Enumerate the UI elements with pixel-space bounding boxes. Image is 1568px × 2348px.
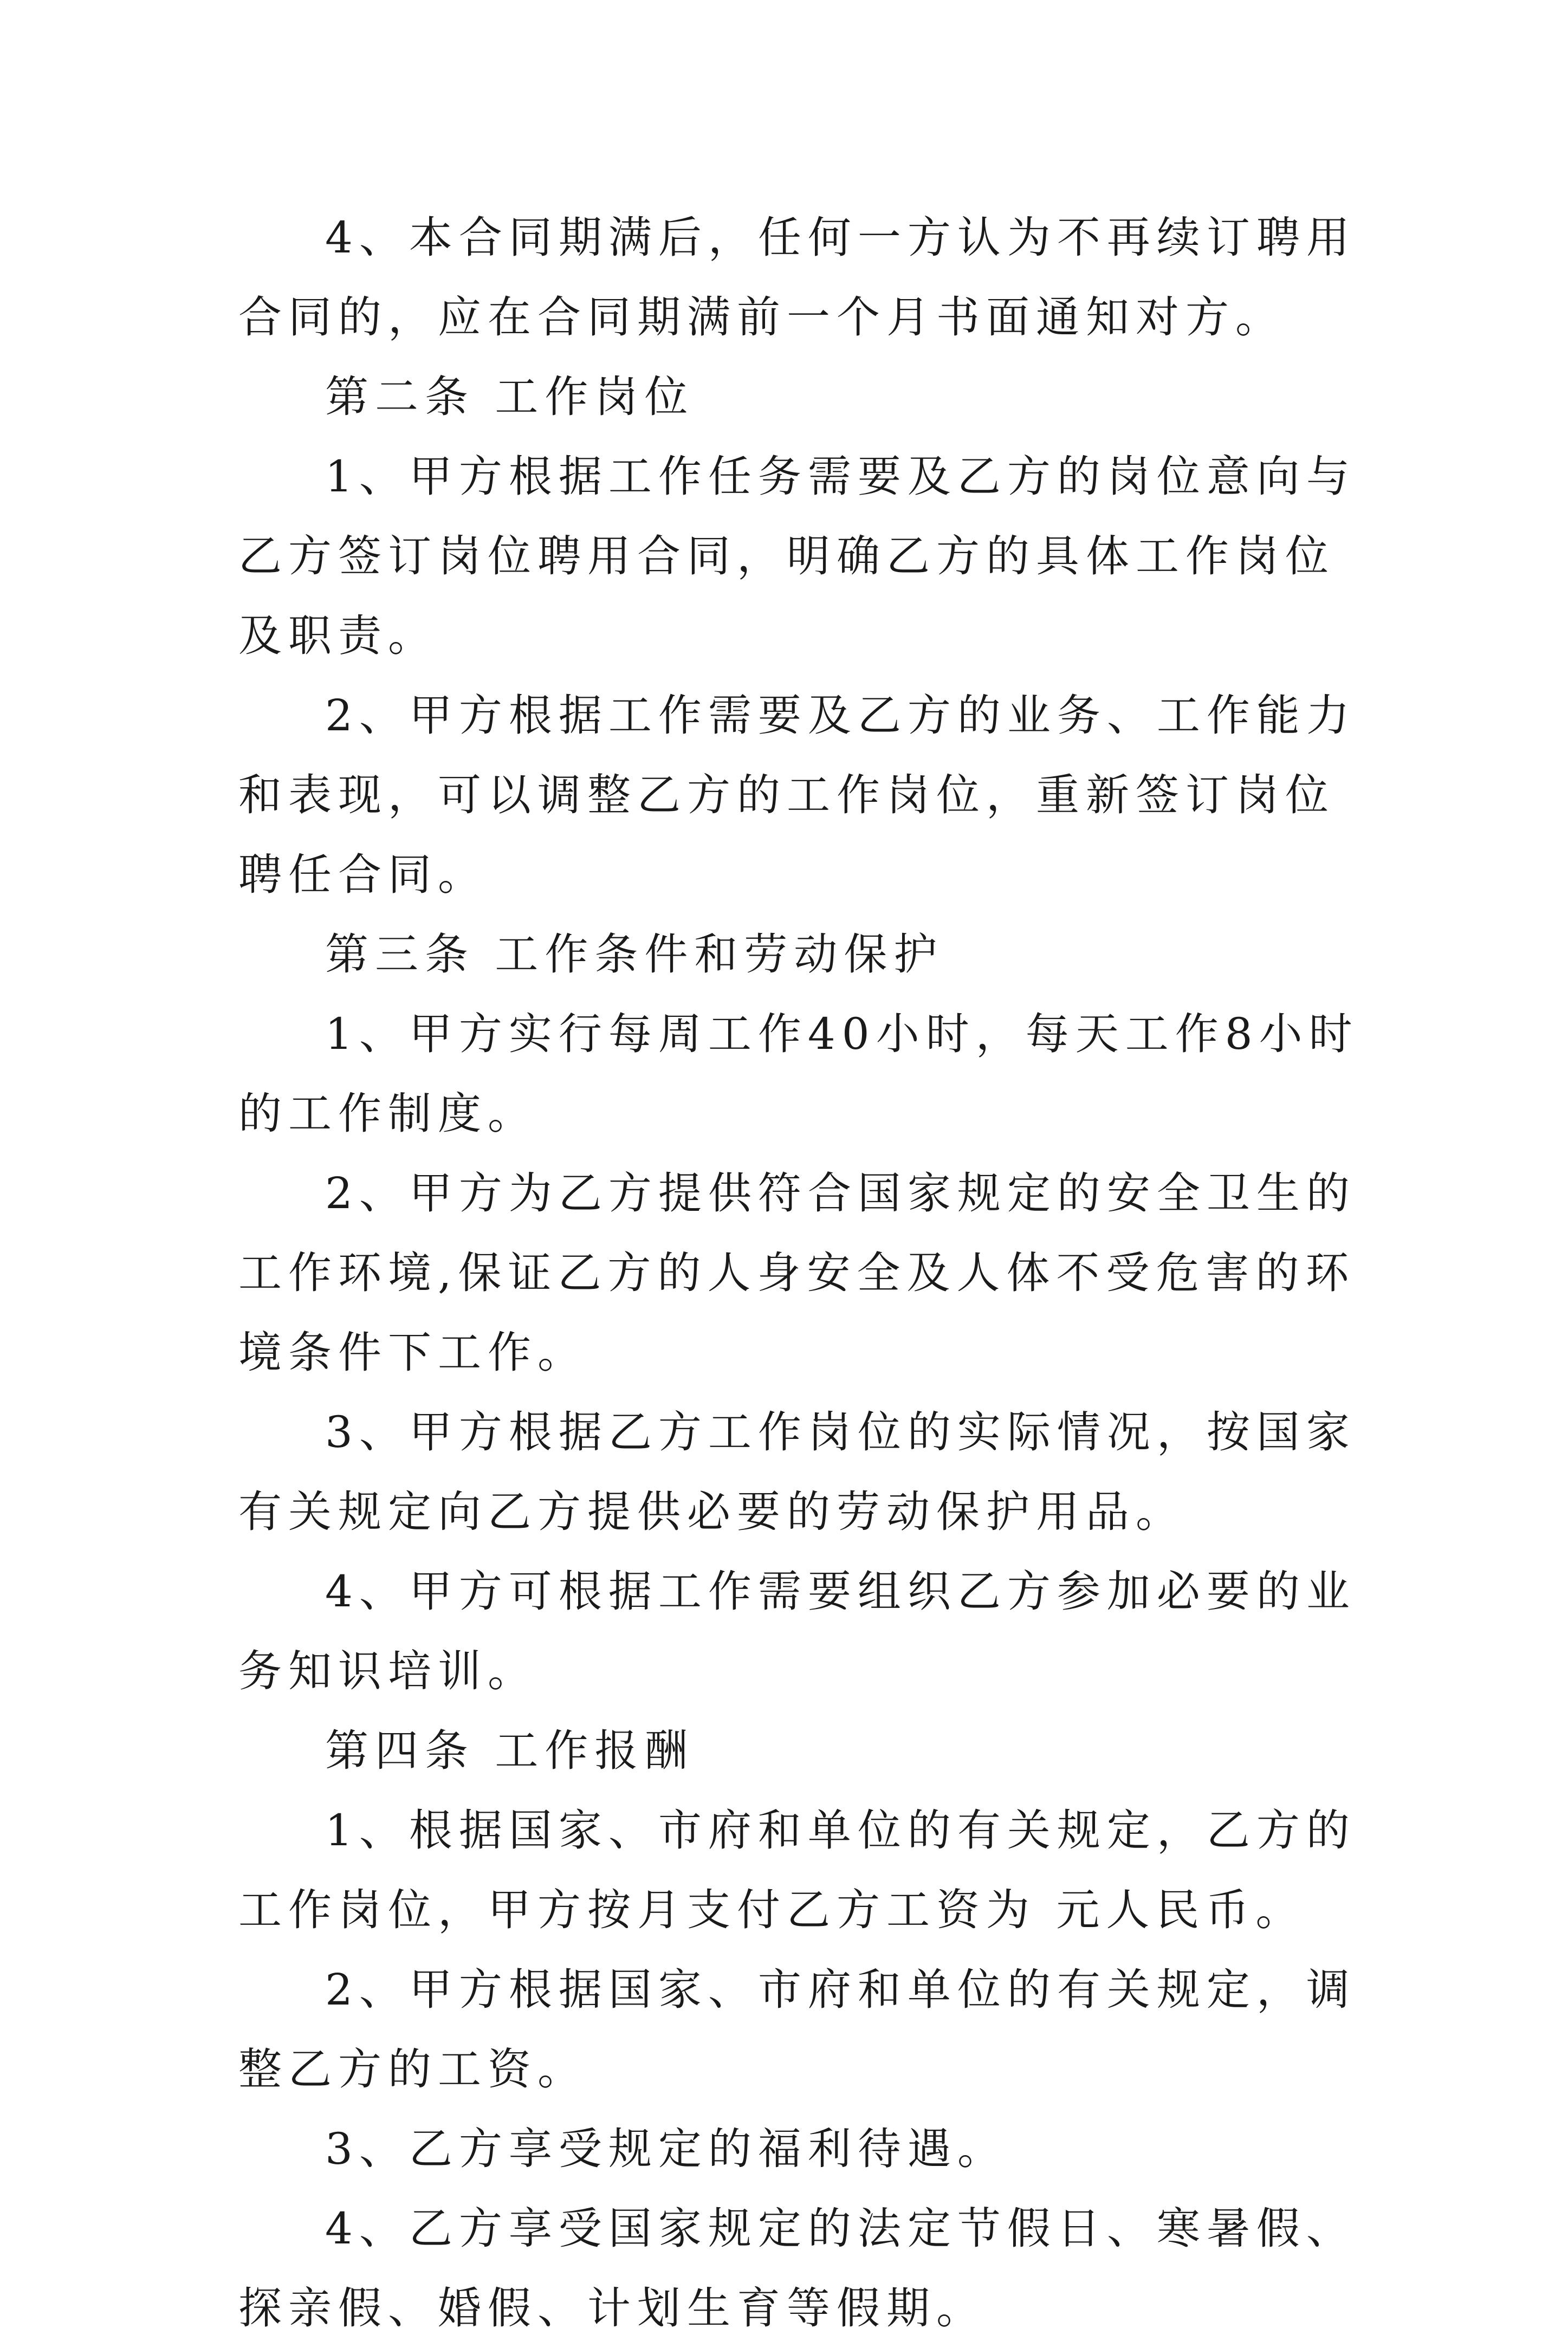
- section-heading-work-conditions: 第三条 工作条件和劳动保护: [325, 929, 944, 980]
- paragraph-holidays: 4、乙方享受国家规定的法定节假日、寒暑假、探亲假、婚假、计划生育等假期。: [238, 2203, 1356, 2333]
- paragraph-training: 4、甲方可根据工作需要组织乙方参加必要的业务知识培训。: [238, 1566, 1356, 1696]
- paragraph-working-hours: 1、甲方实行每周工作40小时，每天工作8小时的工作制度。: [238, 1009, 1359, 1139]
- paragraph-protective-equipment: 3、甲方根据乙方工作岗位的实际情况，按国家有关规定向乙方提供必要的劳动保护用品。: [238, 1407, 1356, 1537]
- paragraph-salary-adjustment: 2、甲方根据国家、市府和单位的有关规定，调整乙方的工资。: [238, 1964, 1356, 2094]
- paragraph-welfare: 3、乙方享受规定的福利待遇。: [325, 2124, 1007, 2174]
- paragraph-monthly-salary: 1、根据国家、市府和单位的有关规定，乙方的工作岗位，甲方按月支付乙方工资为 元人民币。: [238, 1805, 1356, 1935]
- paragraph-safe-environment: 2、甲方为乙方提供符合国家规定的安全卫生的工作环境,保证乙方的人身安全及人体不受危害的环境条件下工作。: [238, 1168, 1356, 1378]
- paragraph-position-adjustment: 2、甲方根据工作需要及乙方的业务、工作能力和表现，可以调整乙方的工作岗位，重新签订岗位聘任合同。: [238, 690, 1356, 900]
- section-heading-remuneration: 第四条 工作报酬: [325, 1726, 695, 1776]
- document-body: [238, 198, 1365, 2348]
- section-heading-work-position: 第二条 工作岗位: [325, 372, 695, 422]
- paragraph-contract-expiry-notice: 4、本合同期满后，任何一方认为不再续订聘用合同的，应在合同期满前一个月书面通知对方。: [238, 212, 1356, 342]
- paragraph-position-contract: 1、甲方根据工作任务需要及乙方的岗位意向与乙方签订岗位聘用合同，明确乙方的具体工作岗位及职责。: [238, 451, 1356, 661]
